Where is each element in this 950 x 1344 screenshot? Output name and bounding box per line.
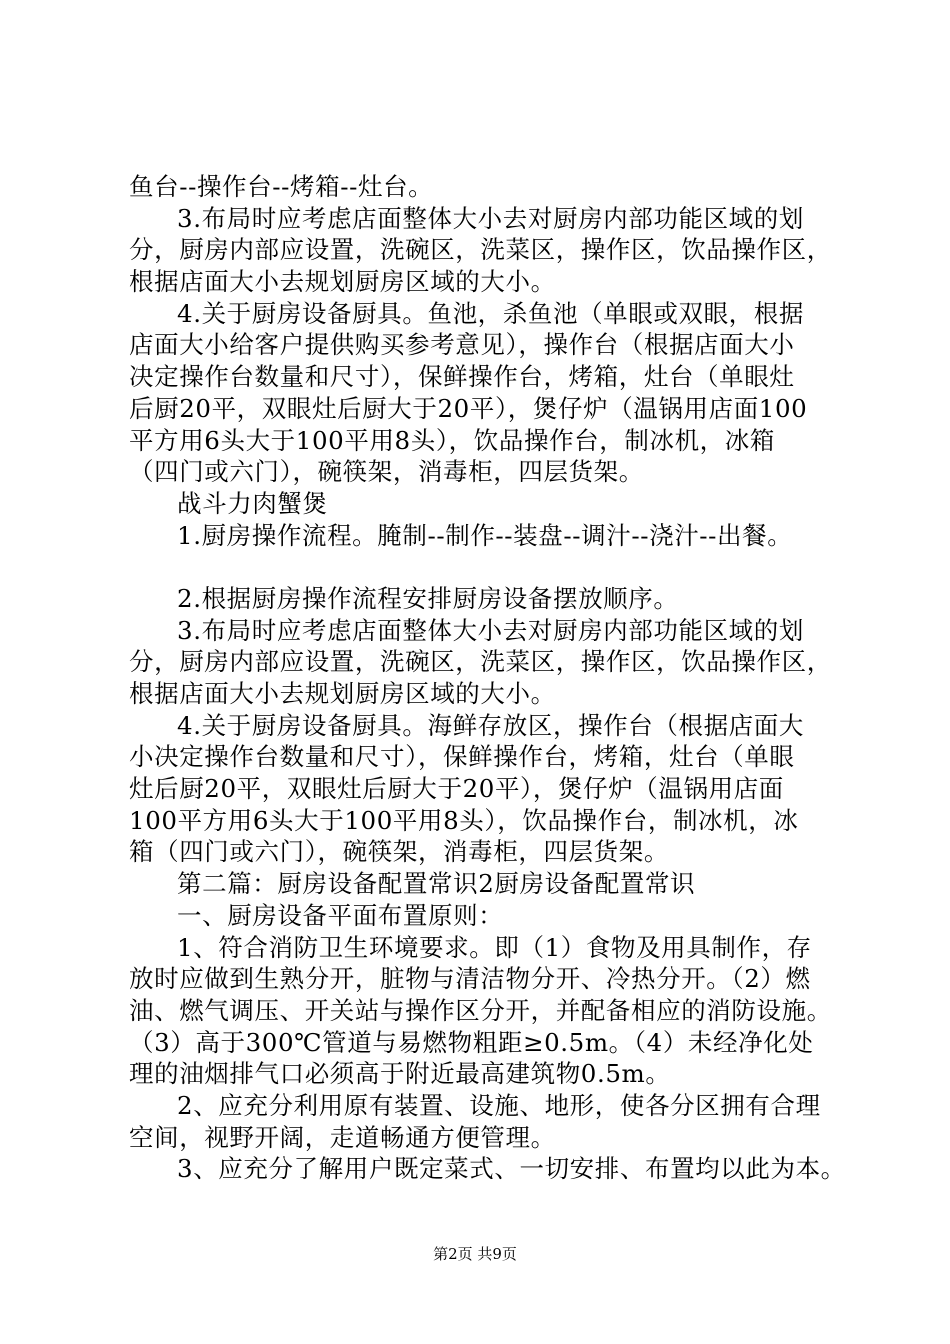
text-line: 一、厨房设备平面布置原则： — [177, 900, 504, 930]
text-line: 后厨20平，双眼灶后厨大于20平），煲仔炉（温锅用店面100 — [129, 393, 808, 423]
text-line: 2.根据厨房操作流程安排厨房设备摆放顺序。 — [177, 583, 679, 613]
text-line: 平方用6头大于100平用8头），饮品操作台，制冰机，冰箱 — [129, 425, 775, 455]
text-line: 1.厨房操作流程。腌制--制作--装盘--调汁--浇汁--出餐。 — [177, 520, 793, 550]
text-line: （3）高于300℃管道与易燃物粗距≥0.5m。（4）未经净化处 — [129, 1027, 814, 1057]
text-line: 第二篇：厨房设备配置常识2厨房设备配置常识 — [177, 869, 696, 899]
text-line: 3.布局时应考虑店面整体大小去对厨房内部功能区域的划 — [177, 615, 804, 645]
text-line: 灶后厨20平，双眼灶后厨大于20平），煲仔炉（温锅用店面 — [129, 774, 784, 804]
text-line: 4.关于厨房设备厨具。鱼池，杀鱼池（单眼或双眼，根据 — [177, 298, 804, 328]
text-line: 3、应充分了解用户既定菜式、一切安排、布置均以此为本。 — [177, 1154, 846, 1184]
text-line: 4.关于厨房设备厨具。海鲜存放区，操作台（根据店面大 — [177, 710, 804, 740]
text-line: 100平方用6头大于100平用8头），饮品操作台，制冰机，冰 — [129, 805, 799, 835]
text-line: 根据店面大小去规划厨房区域的大小。 — [129, 679, 556, 708]
text-line: 3.布局时应考虑店面整体大小去对厨房内部功能区域的划 — [177, 203, 804, 233]
text-line: 鱼台--操作台--烤箱--灶台。 — [129, 172, 434, 201]
text-line: 分，厨房内部应设置，洗碗区，洗菜区，操作区，饮品操作区， — [129, 235, 832, 265]
document-body — [129, 171, 859, 1185]
text-line: （四门或六门），碗筷架，消毒柜，四层货架。 — [129, 457, 644, 487]
text-line: 店面大小给客户提供购买参考意见），操作台（根据店面大小 — [129, 330, 795, 360]
blank-line — [129, 551, 859, 583]
text-line: 空间，视野开阔，走道畅通方便管理。 — [129, 1122, 556, 1152]
text-line: 根据店面大小去规划厨房区域的大小。 — [129, 267, 556, 297]
text-line: 决定操作台数量和尺寸），保鲜操作台，烤箱，灶台（单眼灶 — [129, 362, 795, 392]
text-line: 分，厨房内部应设置，洗碗区，洗菜区，操作区，饮品操作区， — [129, 647, 832, 677]
text-line: 小决定操作台数量和尺寸），保鲜操作台，烤箱，灶台（单眼 — [129, 742, 795, 772]
text-line: 放时应做到生熟分开，脏物与清洁物分开、冷热分开。（2）燃 — [129, 964, 811, 994]
text-line: 油、燃气调压、开关站与操作区分开，并配备相应的消防设施。 — [129, 995, 832, 1025]
page-footer: 第2页 共9页 — [433, 1245, 517, 1263]
text-line: 1、符合消防卫生环境要求。即（1）食物及用具制作，存 — [177, 932, 812, 962]
text-line: 2、应充分利用原有装置、设施、地形，使各分区拥有合理 — [177, 1090, 821, 1120]
text-line: 箱（四门或六门），碗筷架，消毒柜，四层货架。 — [129, 837, 669, 867]
text-line: 理的油烟排气口必须高于附近最高建筑物0.5m。 — [129, 1059, 671, 1089]
text-line: 战斗力肉蟹煲 — [177, 488, 328, 518]
